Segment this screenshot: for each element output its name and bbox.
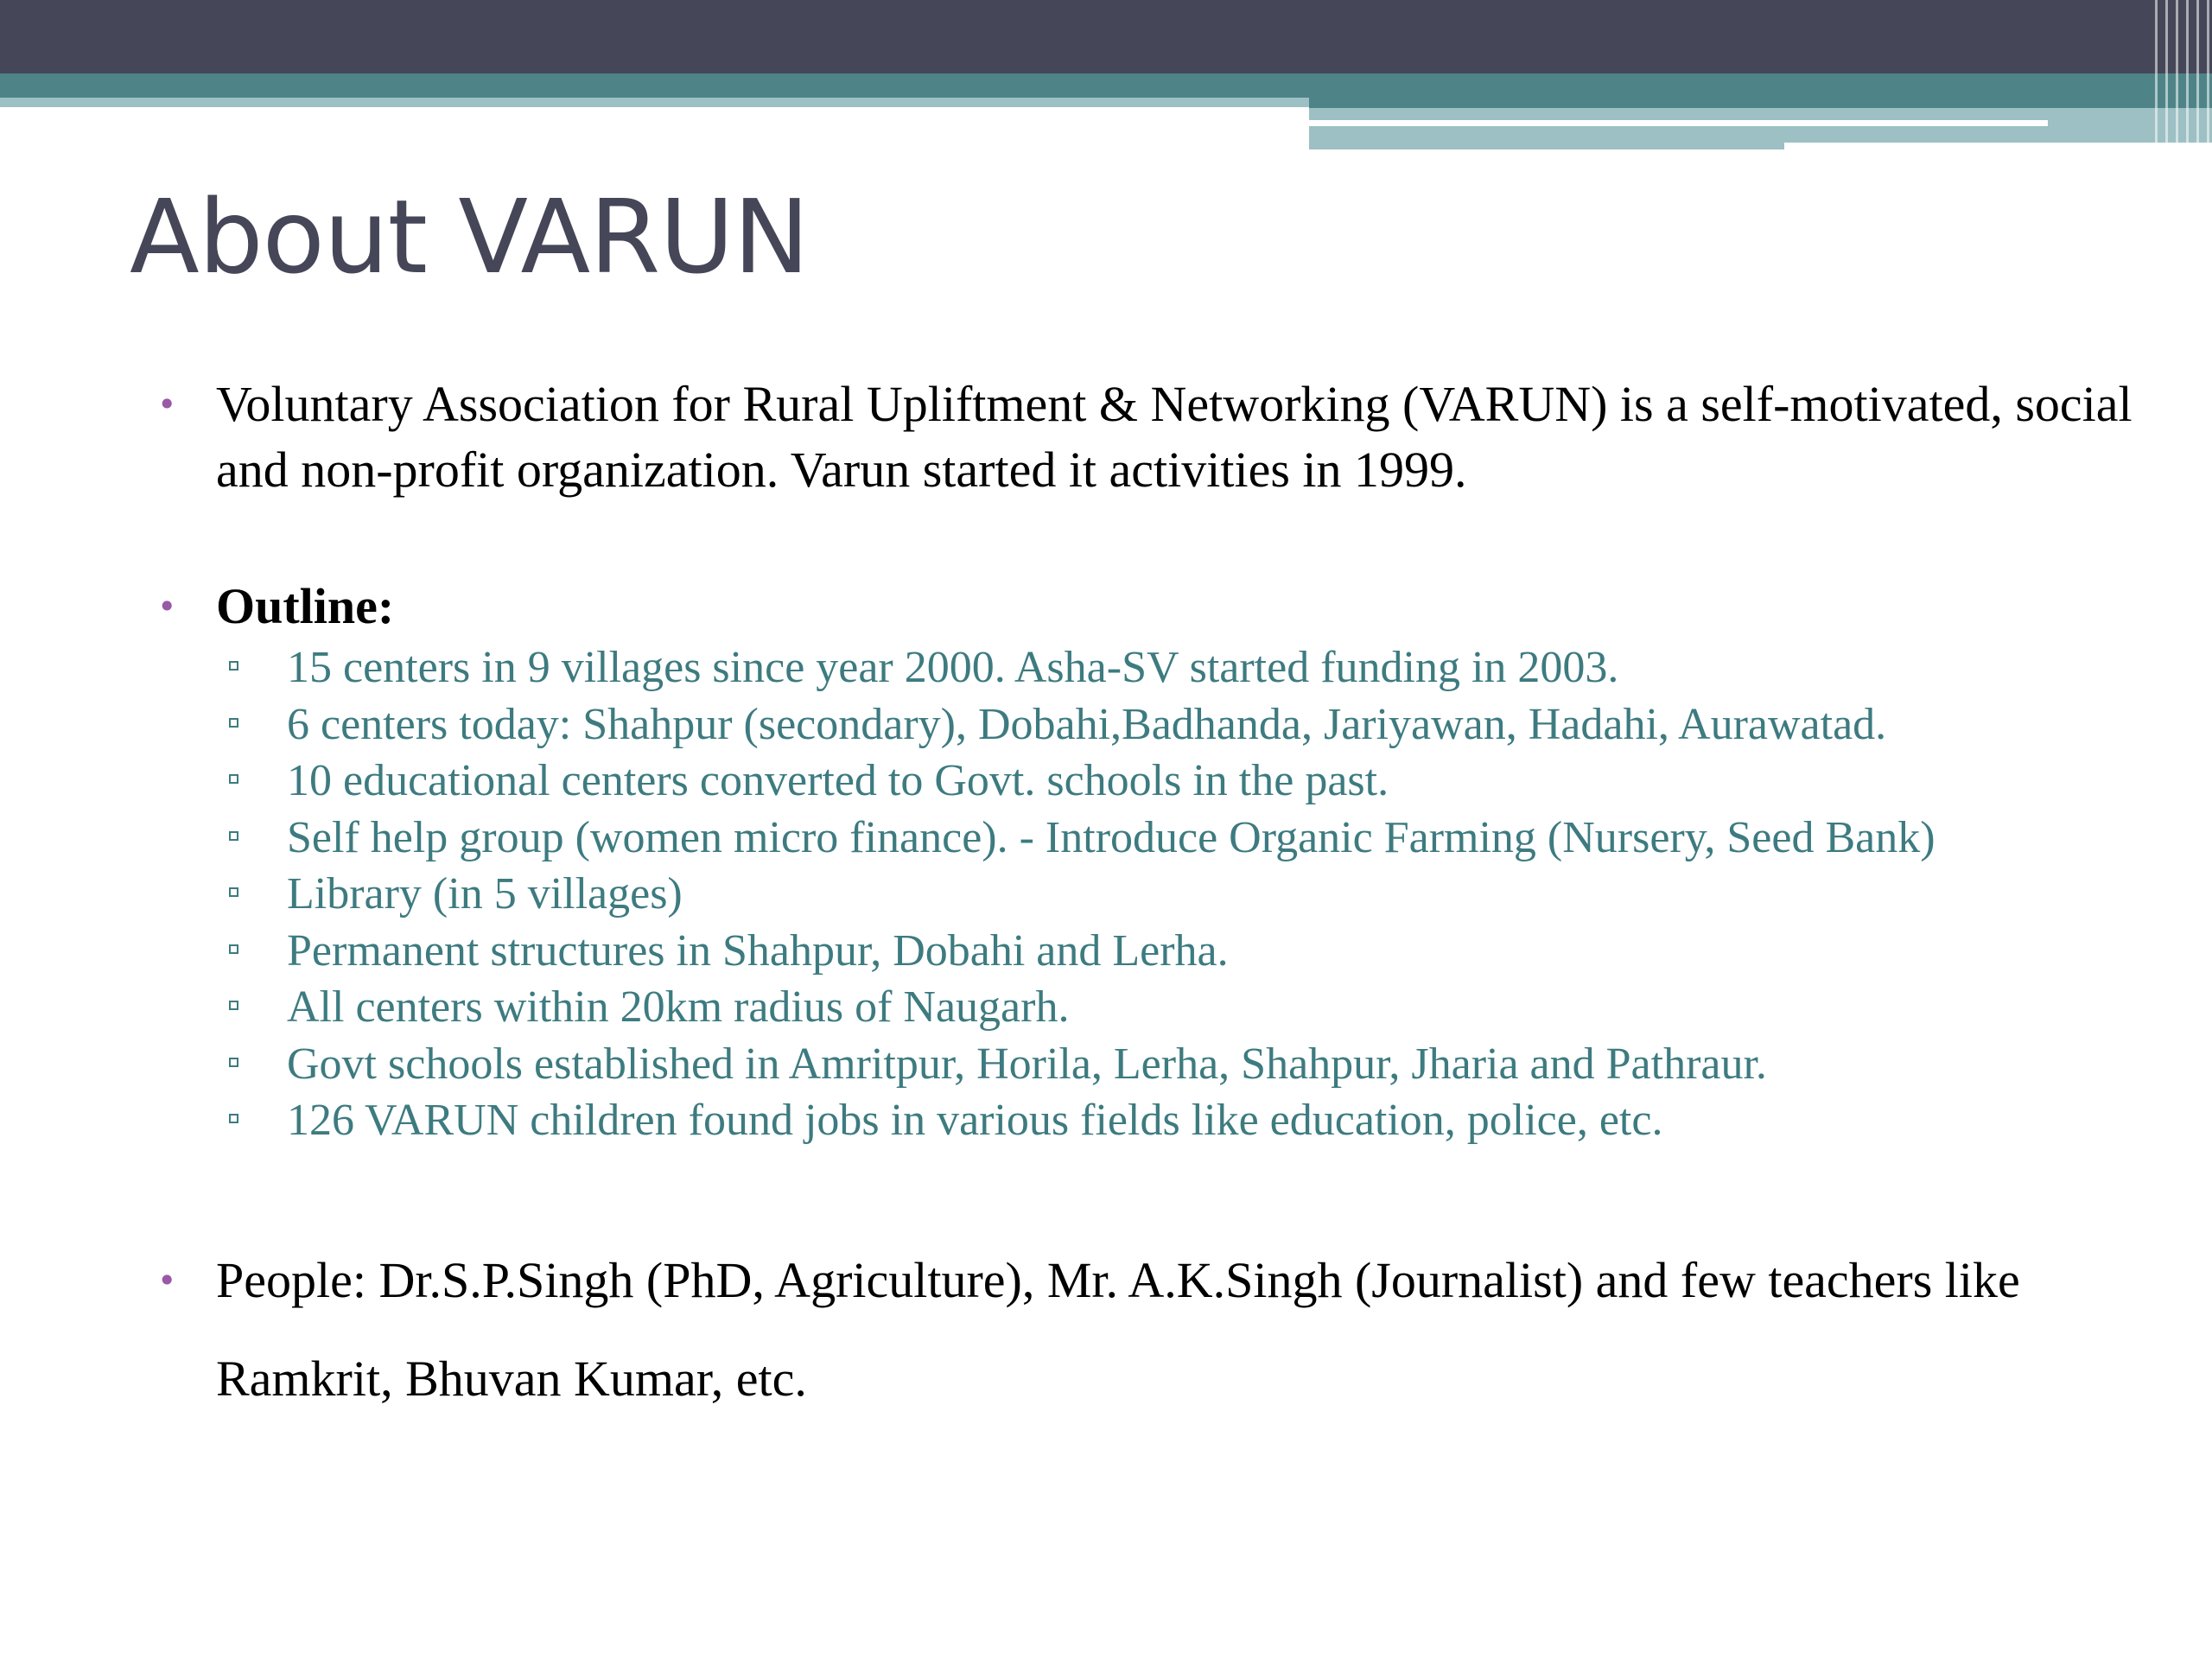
outline-item bbox=[147, 753, 2169, 810]
header-dark-band bbox=[0, 0, 2212, 73]
outline-item bbox=[147, 1092, 2169, 1149]
header-light-band bbox=[0, 98, 1309, 107]
bullet-item bbox=[147, 1231, 2169, 1428]
bullet-text: Voluntary Association for Rural Upliftment & Networking (VARUN) is a self-motivated, social and non-profit organization. Varun started it activities in 1999. bbox=[216, 376, 2133, 498]
bullet-text: People: Dr.S.P.Singh (PhD, Agriculture), Mr. A.K.Singh (Journalist) and few teachers like Ramkrit, Bhuvan Kumar, etc. bbox=[216, 1251, 2020, 1407]
square-bullet-icon bbox=[229, 661, 238, 671]
outline-item bbox=[147, 696, 2169, 753]
outline-item-text: 6 centers today: Shahpur (secondary), Dobahi,Badhanda, Jariyawan, Hadahi, Aurawatad. bbox=[287, 699, 1887, 749]
outline-list bbox=[147, 639, 2169, 1149]
bullet-dot-icon: • bbox=[157, 1261, 177, 1300]
bullet-item bbox=[147, 574, 2169, 639]
square-bullet-icon bbox=[229, 1114, 238, 1123]
outline-item-text: 10 educational centers converted to Govt. schools in the past. bbox=[287, 756, 1389, 805]
square-bullet-icon bbox=[229, 718, 238, 728]
outline-item-text: All centers within 20km radius of Naugarh. bbox=[287, 982, 1070, 1032]
square-bullet-icon bbox=[229, 944, 238, 954]
bullet-item bbox=[147, 372, 2169, 503]
outline-item bbox=[147, 810, 2169, 867]
slide-title: About VARUN bbox=[130, 177, 809, 296]
header-right-teal-band bbox=[1309, 73, 2212, 108]
outline-item bbox=[147, 979, 2169, 1036]
square-bullet-icon bbox=[229, 1001, 238, 1010]
outline-item bbox=[147, 1036, 2169, 1093]
square-bullet-icon bbox=[229, 774, 238, 784]
outline-item-text: 126 VARUN children found jobs in various fields like education, police, etc. bbox=[287, 1096, 1663, 1145]
header-accent-line bbox=[1309, 120, 2048, 126]
outline-item bbox=[147, 923, 2169, 980]
header-stripes bbox=[2147, 0, 2212, 149]
square-bullet-icon bbox=[229, 1058, 238, 1067]
outline-item-text: Permanent structures in Shahpur, Dobahi and Lerha. bbox=[287, 925, 1229, 976]
slide-body bbox=[147, 372, 2169, 1428]
outline-item-text: Govt schools established in Amritpur, Horila, Lerha, Shahpur, Jharia and Pathraur. bbox=[287, 1039, 1767, 1089]
outline-item bbox=[147, 639, 2169, 696]
outline-item-text: Self help group (women micro finance). - Introduce Organic Farming (Nursery, Seed Bank) bbox=[287, 812, 1936, 862]
header-teal-band bbox=[0, 73, 1309, 98]
square-bullet-icon bbox=[229, 831, 238, 841]
outline-item bbox=[147, 866, 2169, 923]
bullet-dot-icon: • bbox=[157, 385, 177, 423]
bullet-dot-icon: • bbox=[157, 588, 177, 626]
square-bullet-icon bbox=[229, 887, 238, 897]
outline-item-text: 15 centers in 9 villages since year 2000. Asha-SV started funding in 2003. bbox=[287, 643, 1619, 692]
outline-item-text: Library (in 5 villages) bbox=[287, 869, 683, 918]
outline-heading: Outline: bbox=[216, 578, 395, 634]
